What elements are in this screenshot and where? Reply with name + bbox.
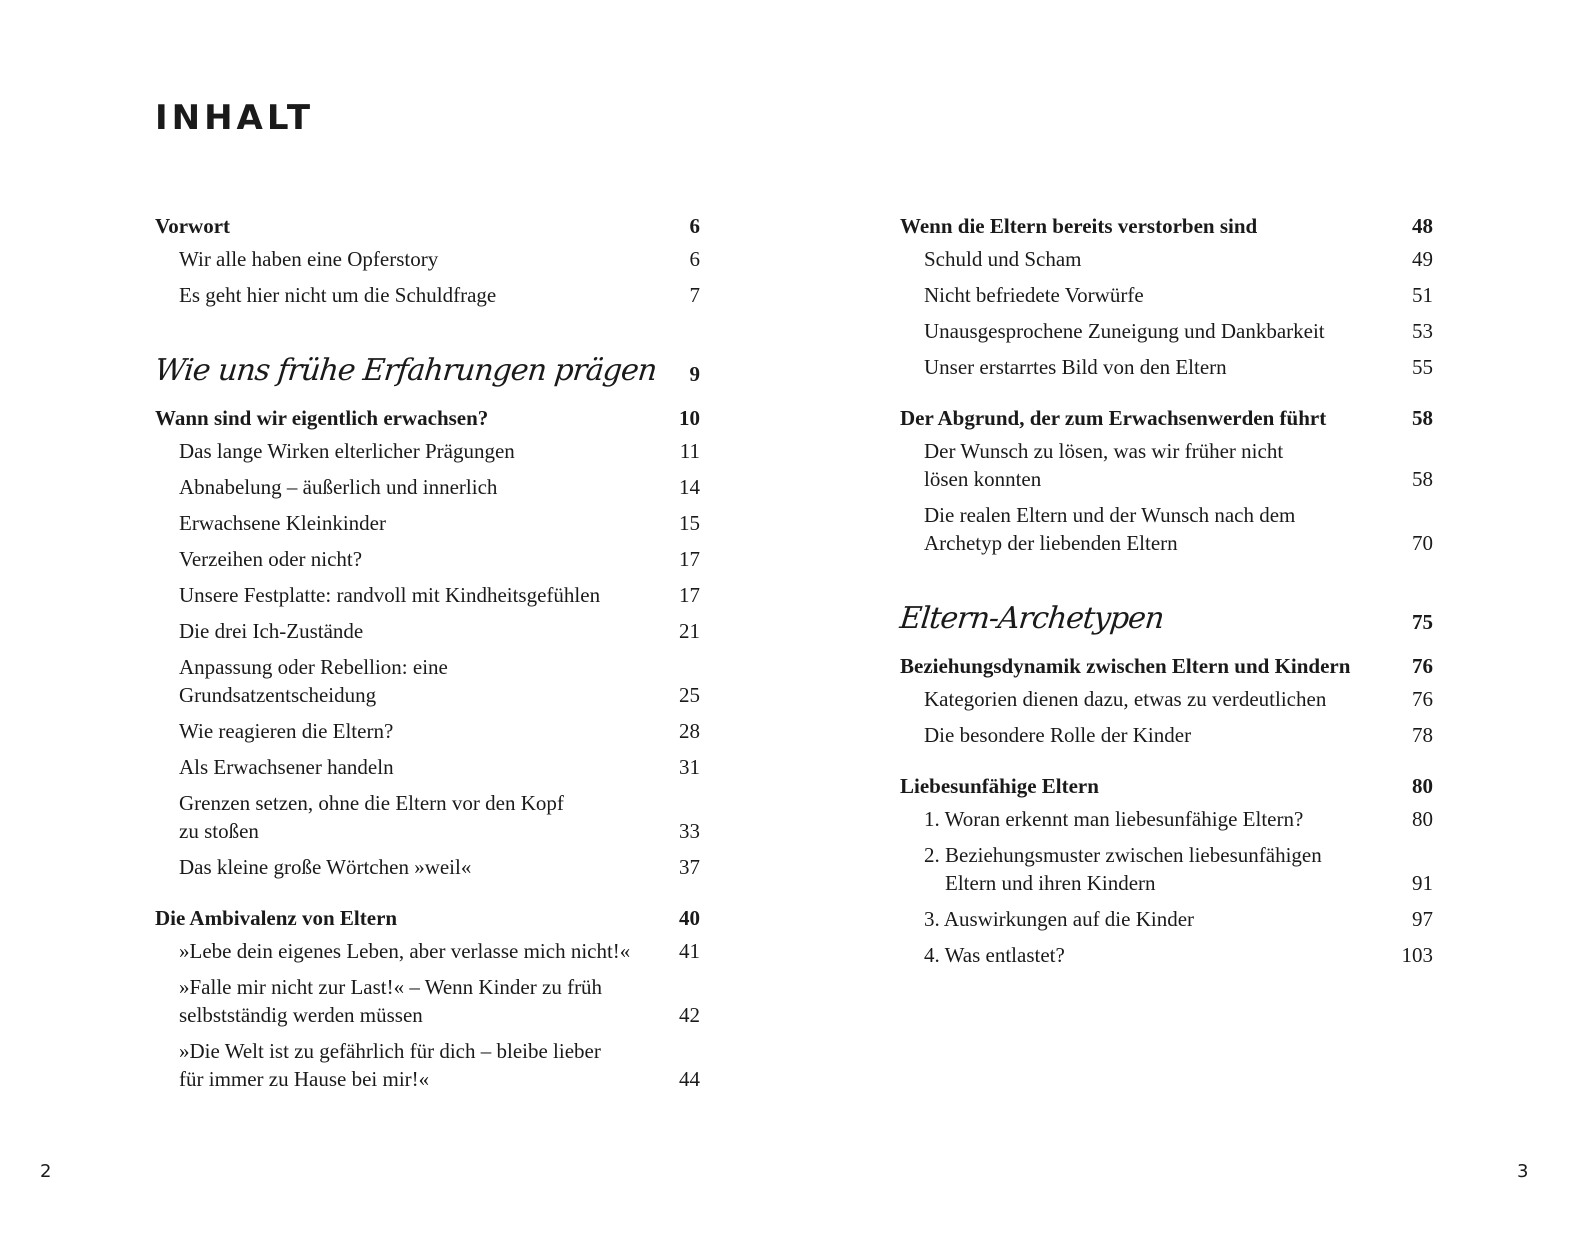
toc-entry-label: Unausgesprochene Zuneigung und Dankbarkeit <box>924 319 1325 343</box>
toc-section-label: Eltern-Archetypen <box>898 601 1166 636</box>
toc-entry-page: 58 <box>1412 467 1433 491</box>
toc-entry-label: Es geht hier nicht um die Schuldfrage <box>179 283 497 307</box>
toc-entry-label: »Lebe dein eigenes Leben, aber verlasse mich nicht!« <box>179 939 631 963</box>
toc-entry-page: 6 <box>689 247 700 271</box>
toc-entry-page: 80 <box>1412 807 1433 831</box>
toc-entry-label: Wir alle haben eine Opferstory <box>179 247 439 271</box>
toc-entry[interactable] <box>155 753 700 781</box>
toc-entry-page: 33 <box>679 819 700 843</box>
toc-entry-label: Grenzen setzen, ohne die Eltern vor den Kopf zu stoßen <box>179 791 564 843</box>
toc-entry-label: Die realen Eltern und der Wunsch nach dem Archetyp der liebenden Eltern <box>924 503 1296 555</box>
page-number-left: 2 <box>40 1161 52 1182</box>
toc-entry[interactable] <box>155 1037 700 1093</box>
toc-chapter[interactable] <box>155 904 700 932</box>
toc-entry[interactable] <box>900 245 1433 273</box>
toc-entry-page: 42 <box>679 1003 700 1027</box>
toc-entry[interactable] <box>900 841 1433 897</box>
toc-entry[interactable] <box>155 545 700 573</box>
toc-chapter[interactable] <box>155 404 700 432</box>
toc-entry[interactable] <box>900 905 1433 933</box>
toc-entry-page: 11 <box>679 439 700 463</box>
toc-entry-page: 17 <box>679 583 700 607</box>
toc-entry-page: 6 <box>689 214 700 238</box>
toc-entry-label: »Falle mir nicht zur Last!« – Wenn Kinder zu früh selbstständig werden müssen <box>179 975 603 1027</box>
page-title: INHALT <box>155 98 315 138</box>
toc-entry-label: Der Abgrund, der zum Erwachsenwerden führt <box>900 406 1327 430</box>
toc-entry-page: 91 <box>1412 871 1433 895</box>
toc-entry[interactable] <box>155 281 700 309</box>
toc-entry-page: 25 <box>679 683 700 707</box>
toc-entry-label: Die drei Ich-Zustände <box>179 619 364 643</box>
toc-entry[interactable] <box>900 353 1433 381</box>
toc-section-heading[interactable] <box>155 353 700 388</box>
toc-entry-label: Erwachsene Kleinkinder <box>179 511 386 535</box>
toc-entry-label: 2. Beziehungsmuster zwischen liebesunfähigen Eltern und ihren Kindern <box>924 843 1322 895</box>
toc-entry[interactable] <box>155 437 700 465</box>
toc-left-column <box>155 212 700 1093</box>
toc-entry-page: 7 <box>689 283 700 307</box>
toc-entry-label: Verzeihen oder nicht? <box>179 547 363 571</box>
toc-entry-label: 4. Was entlastet? <box>924 943 1065 967</box>
toc-entry-label: Wenn die Eltern bereits verstorben sind <box>900 214 1258 238</box>
toc-entry[interactable] <box>155 789 700 845</box>
toc-entry[interactable] <box>155 245 700 273</box>
toc-entry-label: Schuld und Scham <box>924 247 1082 271</box>
toc-entry-page: 14 <box>679 475 700 499</box>
toc-entry-page: 44 <box>679 1067 700 1091</box>
toc-entry[interactable] <box>900 317 1433 345</box>
toc-entry-label: 3. Auswirkungen auf die Kinder <box>924 907 1195 931</box>
toc-entry-page: 76 <box>1412 654 1433 678</box>
toc-entry-label: Vorwort <box>155 214 231 238</box>
toc-entry-page: 15 <box>679 511 700 535</box>
toc-entry[interactable] <box>155 653 700 709</box>
toc-entry[interactable] <box>900 805 1433 833</box>
toc-chapter[interactable] <box>900 652 1433 680</box>
toc-entry-label: Abnabelung – äußerlich und innerlich <box>179 475 498 499</box>
toc-entry-page: 10 <box>679 406 700 430</box>
toc-entry-page: 80 <box>1412 774 1433 798</box>
toc-entry-page: 53 <box>1412 319 1433 343</box>
toc-entry[interactable] <box>155 509 700 537</box>
toc-entry-page: 17 <box>679 547 700 571</box>
toc-entry-label: Die besondere Rolle der Kinder <box>924 723 1192 747</box>
toc-entry[interactable] <box>900 685 1433 713</box>
toc-entry-label: Anpassung oder Rebellion: eine Grundsatzentscheidung <box>179 655 448 707</box>
toc-entry-page: 51 <box>1412 283 1433 307</box>
toc-entry-label: Wann sind wir eigentlich erwachsen? <box>155 406 489 430</box>
toc-entry[interactable] <box>155 617 700 645</box>
toc-entry[interactable] <box>900 437 1433 493</box>
toc-entry[interactable] <box>155 473 700 501</box>
toc-entry-page: 78 <box>1412 723 1433 747</box>
toc-entry-label: Unsere Festplatte: randvoll mit Kindheitsgefühlen <box>179 583 601 607</box>
toc-entry[interactable] <box>900 721 1433 749</box>
toc-chapter-vorwort[interactable] <box>155 212 700 240</box>
toc-entry-label: Nicht befriedete Vorwürfe <box>924 283 1144 307</box>
toc-entry-page: 55 <box>1412 355 1433 379</box>
toc-entry-label: Wie reagieren die Eltern? <box>179 719 394 743</box>
toc-entry-page: 48 <box>1412 214 1433 238</box>
toc-entry-label: Der Wunsch zu lösen, was wir früher nicht lösen konnten <box>924 439 1284 491</box>
toc-entry[interactable] <box>155 937 700 965</box>
toc-entry-label: Die Ambivalenz von Eltern <box>155 906 398 930</box>
toc-entry-page: 40 <box>679 906 700 930</box>
toc-entry-label: Beziehungsdynamik zwischen Eltern und Kindern <box>900 654 1351 678</box>
toc-entry-label: Unser erstarrtes Bild von den Eltern <box>924 355 1227 379</box>
toc-entry[interactable] <box>900 281 1433 309</box>
toc-entry-page: 58 <box>1412 406 1433 430</box>
toc-entry[interactable] <box>155 973 700 1029</box>
toc-entry-page: 21 <box>679 619 700 643</box>
toc-entry-page: 41 <box>679 939 700 963</box>
toc-entry-page: 103 <box>1401 943 1433 967</box>
toc-entry[interactable] <box>155 717 700 745</box>
toc-entry-page: 76 <box>1412 687 1433 711</box>
toc-entry-page: 49 <box>1412 247 1433 271</box>
toc-entry[interactable] <box>900 501 1433 557</box>
toc-entry-label: »Die Welt ist zu gefährlich für dich – bleibe lieber für immer zu Hause bei mir!« <box>179 1039 601 1091</box>
toc-section-page: 9 <box>689 362 700 386</box>
toc-entry[interactable] <box>155 581 700 609</box>
toc-chapter[interactable] <box>900 212 1433 240</box>
toc-entry-label: 1. Woran erkennt man liebesunfähige Eltern? <box>924 807 1304 831</box>
toc-entry-label: Das kleine große Wörtchen »weil« <box>179 855 472 879</box>
toc-chapter[interactable] <box>900 404 1433 432</box>
toc-section-label: Wie uns frühe Erfahrungen prägen <box>153 353 659 388</box>
toc-entry[interactable] <box>155 853 700 881</box>
toc-chapter[interactable] <box>900 772 1433 800</box>
toc-entry[interactable] <box>900 941 1433 969</box>
toc-entry-label: Liebesunfähige Eltern <box>900 774 1099 798</box>
toc-entry-label: Kategorien dienen dazu, etwas zu verdeutlichen <box>924 687 1327 711</box>
toc-entry-page: 70 <box>1412 531 1433 555</box>
toc-entry-page: 28 <box>679 719 700 743</box>
page-number-right: 3 <box>1517 1161 1529 1182</box>
toc-right-column <box>900 212 1433 969</box>
toc-entry-page: 31 <box>679 755 700 779</box>
toc-entry-label: Das lange Wirken elterlicher Prägungen <box>179 439 515 463</box>
toc-entry-page: 97 <box>1412 907 1433 931</box>
toc-entry-page: 37 <box>679 855 700 879</box>
toc-section-page: 75 <box>1412 610 1433 634</box>
toc-entry-label: Als Erwachsener handeln <box>179 755 394 779</box>
toc-section-heading[interactable] <box>900 601 1433 636</box>
